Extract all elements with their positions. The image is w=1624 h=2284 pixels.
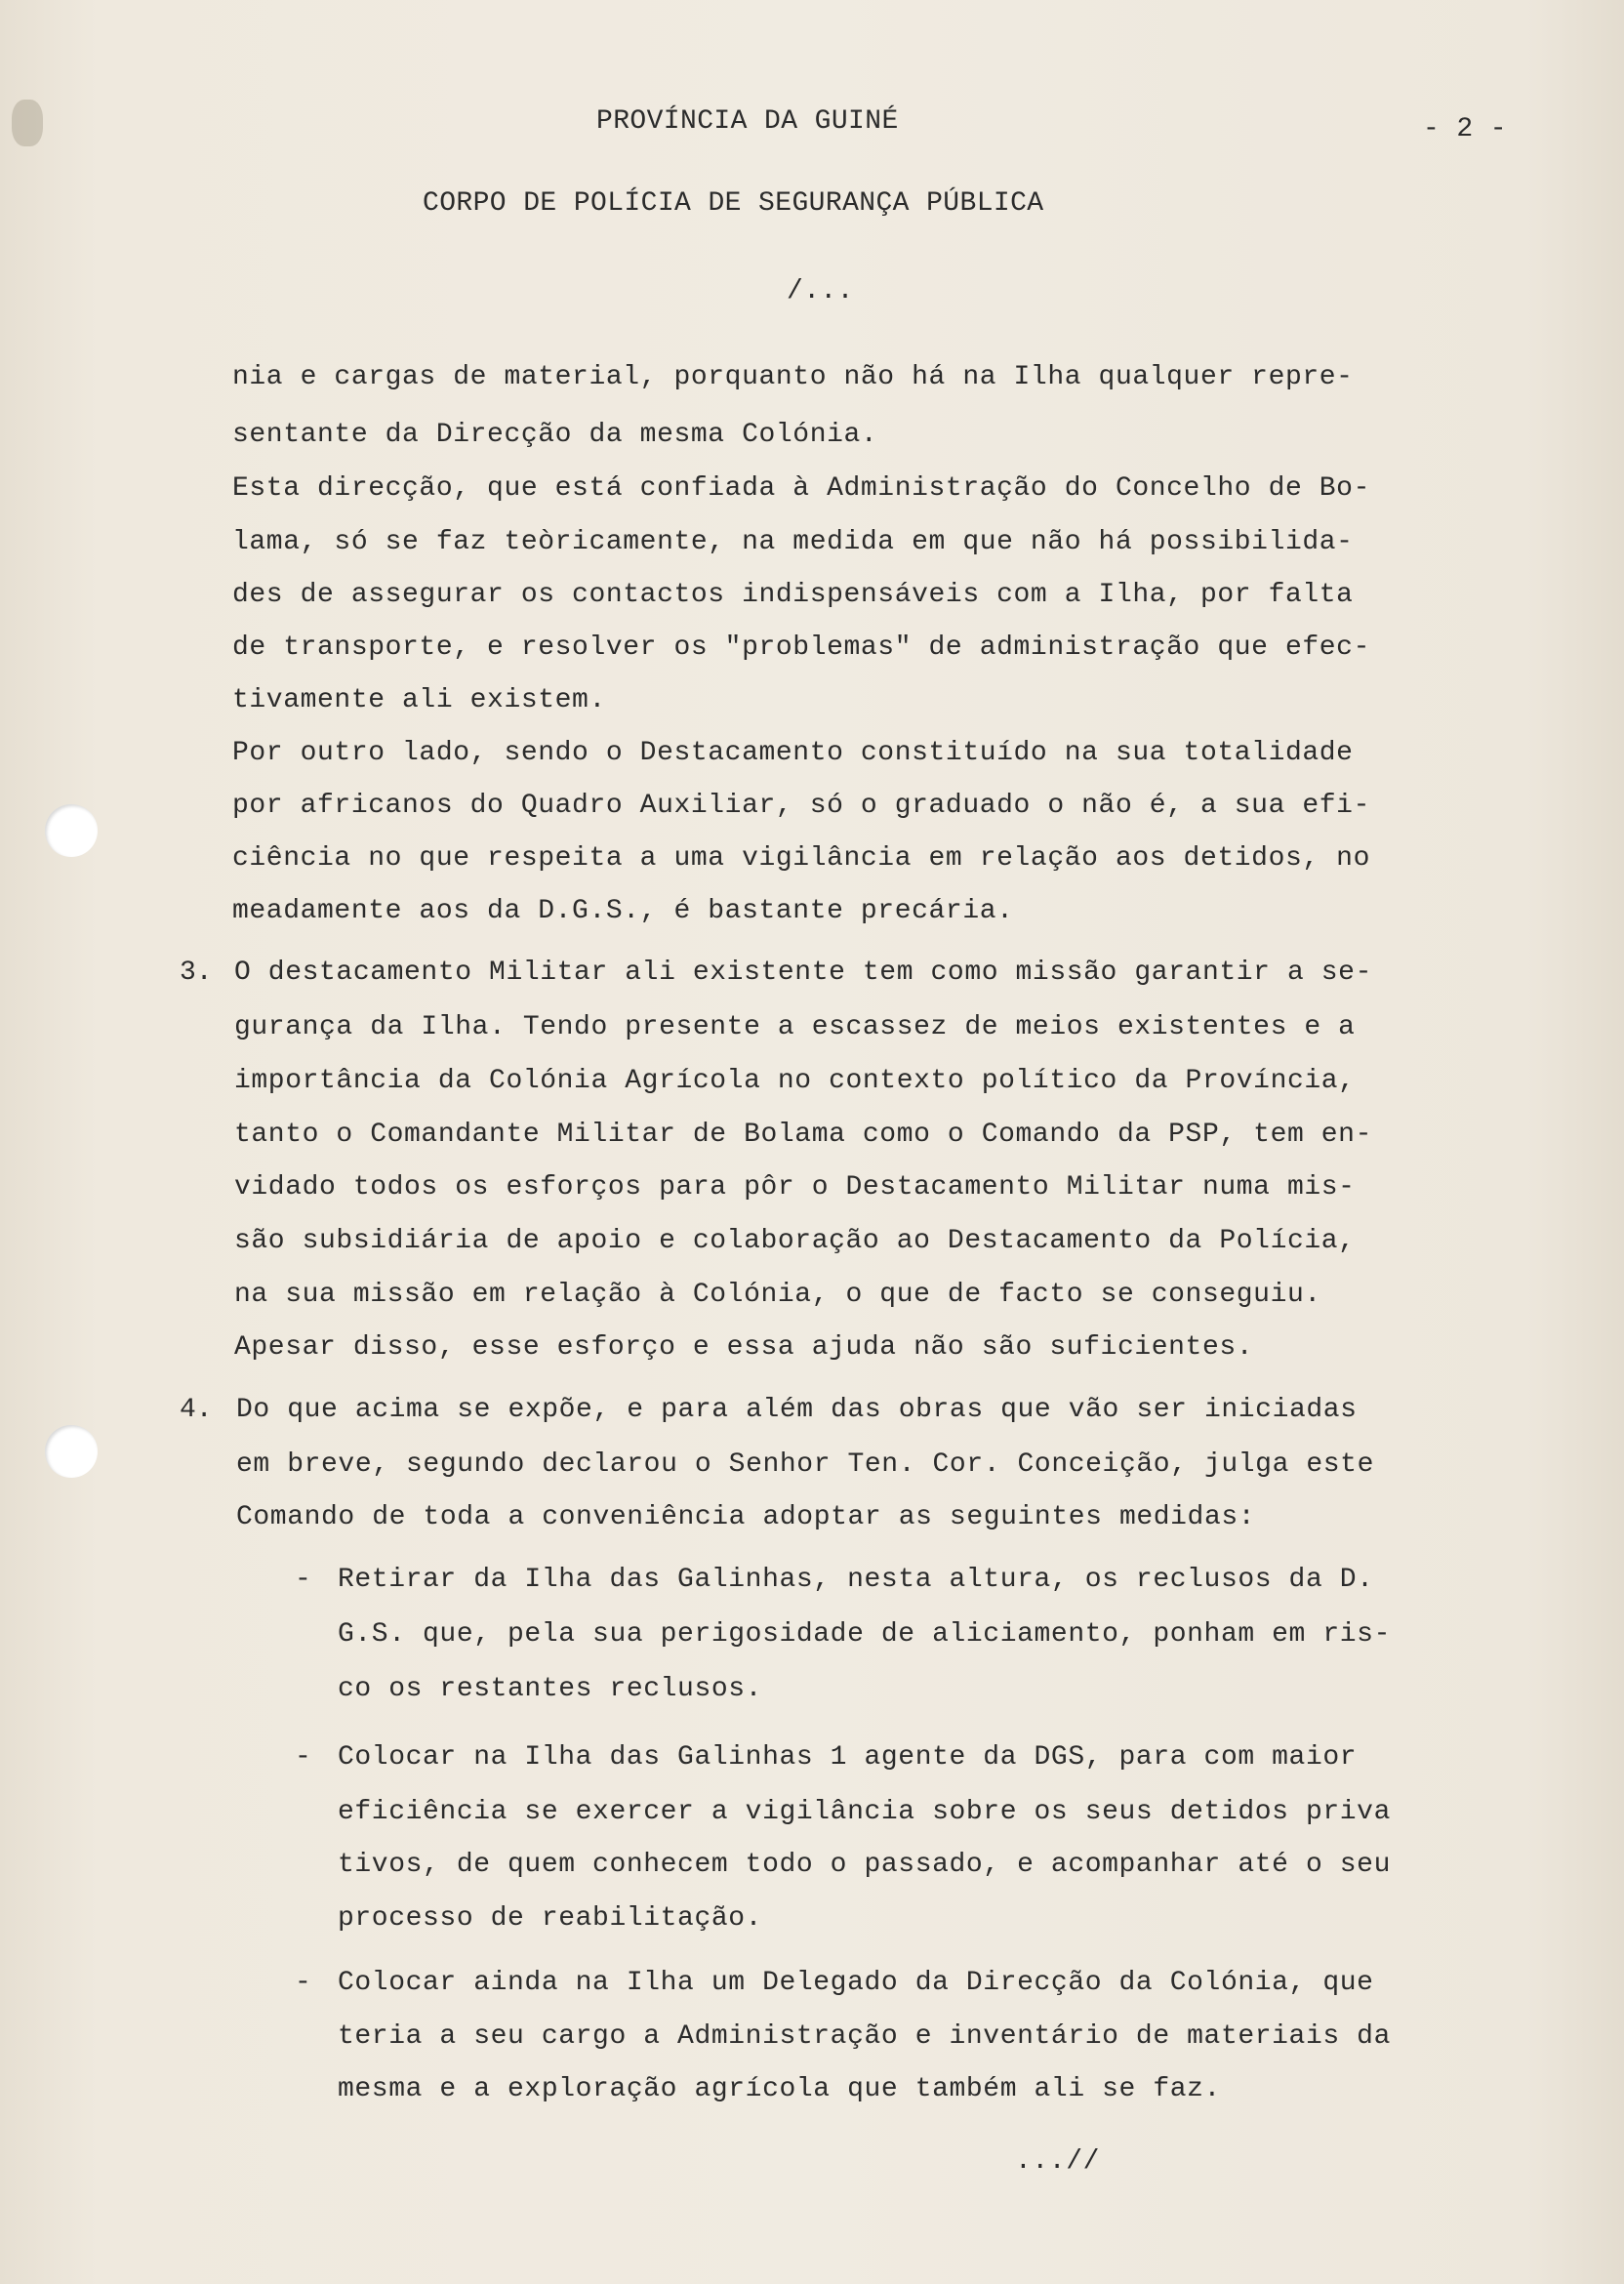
measure-dash: - bbox=[295, 1968, 311, 1998]
text-line: mesma e a exploração agrícola que também ali se faz. bbox=[338, 2074, 1221, 2104]
text-line: Por outro lado, sendo o Destacamento constituído na sua totalidade bbox=[232, 738, 1354, 768]
text-line: lama, só se faz teòricamente, na medida em que não há possibilida- bbox=[232, 527, 1354, 557]
corps-heading: CORPO DE POLÍCIA DE SEGURANÇA PÚBLICA bbox=[423, 188, 1044, 219]
text-line: meadamente aos da D.G.S., é bastante precária. bbox=[232, 896, 1014, 926]
text-line: teria a seu cargo a Administração e inventário de materiais da bbox=[338, 2021, 1391, 2052]
text-line: eficiência se exercer a vigilância sobre os seus detidos priva bbox=[338, 1797, 1391, 1827]
corner-smudge bbox=[12, 100, 43, 146]
text-line: O destacamento Militar ali existente tem como missão garantir a se- bbox=[234, 958, 1372, 988]
text-line: ciência no que respeita a uma vigilância em relação aos detidos, no bbox=[232, 843, 1370, 874]
text-line: tivamente ali existem. bbox=[232, 685, 606, 715]
province-heading: PROVÍNCIA DA GUINÉ bbox=[596, 106, 899, 137]
text-line: por africanos do Quadro Auxiliar, só o graduado o não é, a sua efi- bbox=[232, 791, 1370, 821]
text-line: Comando de toda a conveniência adoptar as seguintes medidas: bbox=[236, 1502, 1256, 1532]
text-line: Esta direcção, que está confiada à Administração do Concelho de Bo- bbox=[232, 473, 1370, 504]
punch-hole bbox=[45, 804, 98, 857]
text-line: são subsidiária de apoio e colaboração ao Destacamento da Polícia, bbox=[234, 1226, 1356, 1256]
measure-dash: - bbox=[295, 1565, 311, 1595]
punch-hole bbox=[45, 1425, 98, 1478]
text-line: sentante da Direcção da mesma Colónia. bbox=[232, 420, 878, 450]
text-line: importância da Colónia Agrícola no contexto político da Província, bbox=[234, 1066, 1356, 1096]
footer-continuation-mark: ...// bbox=[1015, 2146, 1101, 2177]
text-line: na sua missão em relação à Colónia, o que de facto se conseguiu. bbox=[234, 1280, 1321, 1310]
continuation-mark: /... bbox=[787, 276, 854, 306]
text-line: vidado todos os esforços para pôr o Destacamento Militar numa mis- bbox=[234, 1172, 1356, 1203]
text-line: de transporte, e resolver os "problemas" de administração que efec- bbox=[232, 632, 1370, 663]
text-line: Retirar da Ilha das Galinhas, nesta altura, os reclusos da D. bbox=[338, 1565, 1374, 1595]
text-line: Do que acima se expõe, e para além das obras que vão ser iniciadas bbox=[236, 1395, 1358, 1425]
text-line: Apesar disso, esse esforço e essa ajuda não são suficientes. bbox=[234, 1332, 1254, 1363]
page-number: - 2 - bbox=[1423, 114, 1508, 144]
text-line: Colocar na Ilha das Galinhas 1 agente da DGS, para com maior bbox=[338, 1742, 1358, 1773]
text-line: tanto o Comandante Militar de Bolama como o Comando da PSP, tem en- bbox=[234, 1120, 1372, 1150]
text-line: des de assegurar os contactos indispensáveis com a Ilha, por falta bbox=[232, 580, 1354, 610]
text-line: tivos, de quem conhecem todo o passado, e acompanhar até o seu bbox=[338, 1850, 1391, 1880]
text-line: processo de reabilitação. bbox=[338, 1903, 763, 1934]
text-line: co os restantes reclusos. bbox=[338, 1674, 763, 1704]
text-line: G.S. que, pela sua perigosidade de aliciamento, ponham em ris- bbox=[338, 1619, 1391, 1650]
text-line: em breve, segundo declarou o Senhor Ten. Cor. Conceição, julga este bbox=[236, 1449, 1374, 1480]
measure-dash: - bbox=[295, 1742, 311, 1773]
section-number-4: 4. bbox=[180, 1395, 213, 1425]
section-number-3: 3. bbox=[180, 958, 213, 988]
text-line: gurança da Ilha. Tendo presente a escassez de meios existentes e a bbox=[234, 1012, 1356, 1042]
text-line: nia e cargas de material, porquanto não há na Ilha qualquer repre- bbox=[232, 362, 1354, 392]
text-line: Colocar ainda na Ilha um Delegado da Direcção da Colónia, que bbox=[338, 1968, 1374, 1998]
